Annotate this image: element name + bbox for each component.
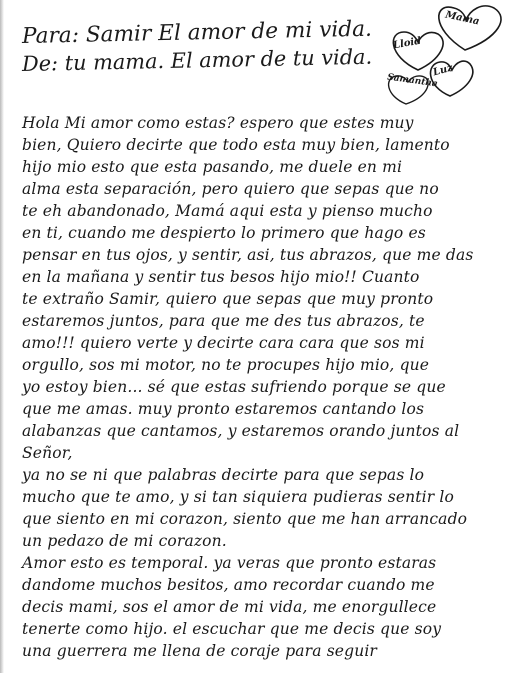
letter-line: en ti, cuando me despierto lo primero que hago es: [22, 224, 426, 242]
letter-line: orgullo, sos mi motor, no te procupes hijo mio, que: [22, 356, 430, 374]
letter-body: [22, 112, 507, 662]
letter-line: ya no se ni que palabras decirte para que sepas lo: [22, 466, 425, 484]
letter-sender-line: De: tu mama. El amor de tu vida.: [21, 44, 373, 76]
letter-line: alma esta separación, pero quiero que sepas que no: [22, 180, 439, 198]
letter-line: en la mañana y sentir tus besos hijo mio!! Cuanto: [22, 268, 420, 286]
letter-line: Hola Mi amor como estas? espero que estes muy: [22, 114, 414, 132]
letter-line: amo!!! quiero verte y decirte cara cara que sos mi: [22, 334, 425, 352]
letter-line: te extraño Samir, quiero que sepas que muy pronto: [22, 290, 434, 308]
letter-recipient-line: Para: Samir El amor de mi vida.: [21, 16, 373, 49]
letter-line: hijo mio esto que esta pasando, me duele en mi: [22, 158, 403, 176]
heart-label-mama: Mama: [444, 9, 481, 28]
letter-line: estaremos juntos, para que me des tus abrazos, te: [22, 312, 425, 330]
letter-line: Señor,: [22, 444, 73, 462]
letter-line: que siento en mi corazon, siento que me han arrancado: [22, 510, 468, 528]
letter-line: alabanzas que cantamos, y estaremos orando juntos al: [22, 422, 460, 440]
letter-line: una guerrera me llena de coraje para seguir: [22, 642, 377, 660]
letter-line: pensar en tus ojos, y sentir, asi, tus abrazos, que me das: [22, 246, 474, 264]
letter-line: dandome muchos besitos, amo recordar cuando me: [22, 576, 435, 594]
heart-label-samantha: Samantha: [386, 72, 439, 90]
letter-line: mucho que te amo, y si tan siquiera pudieras sentir lo: [22, 488, 454, 506]
letter-line: que me amas. muy pronto estaremos cantando los: [22, 400, 425, 418]
heart-label-lloid: Lloid: [392, 35, 423, 52]
paper-edge-shadow: [0, 0, 4, 673]
letter-line: Amor esto es temporal. ya veras que pronto estaras: [22, 554, 437, 572]
letter-line: tenerte como hijo. el escuchar que me decis que soy: [22, 620, 442, 638]
letter-line: bien, Quiero decirte que todo esta muy bien, lamento: [22, 136, 450, 154]
hearts-doodle: [370, 0, 521, 110]
heart-label-luz: Luz: [431, 62, 455, 79]
letter-line: te eh abandonado, Mamá aqui esta y pienso mucho: [22, 202, 433, 220]
letter-line: decis mami, sos el amor de mi vida, me enorgullece: [22, 598, 437, 616]
letter-line: un pedazo de mi corazon.: [22, 532, 227, 550]
letter-line: yo estoy bien... sé que estas sufriendo porque se que: [22, 378, 446, 396]
